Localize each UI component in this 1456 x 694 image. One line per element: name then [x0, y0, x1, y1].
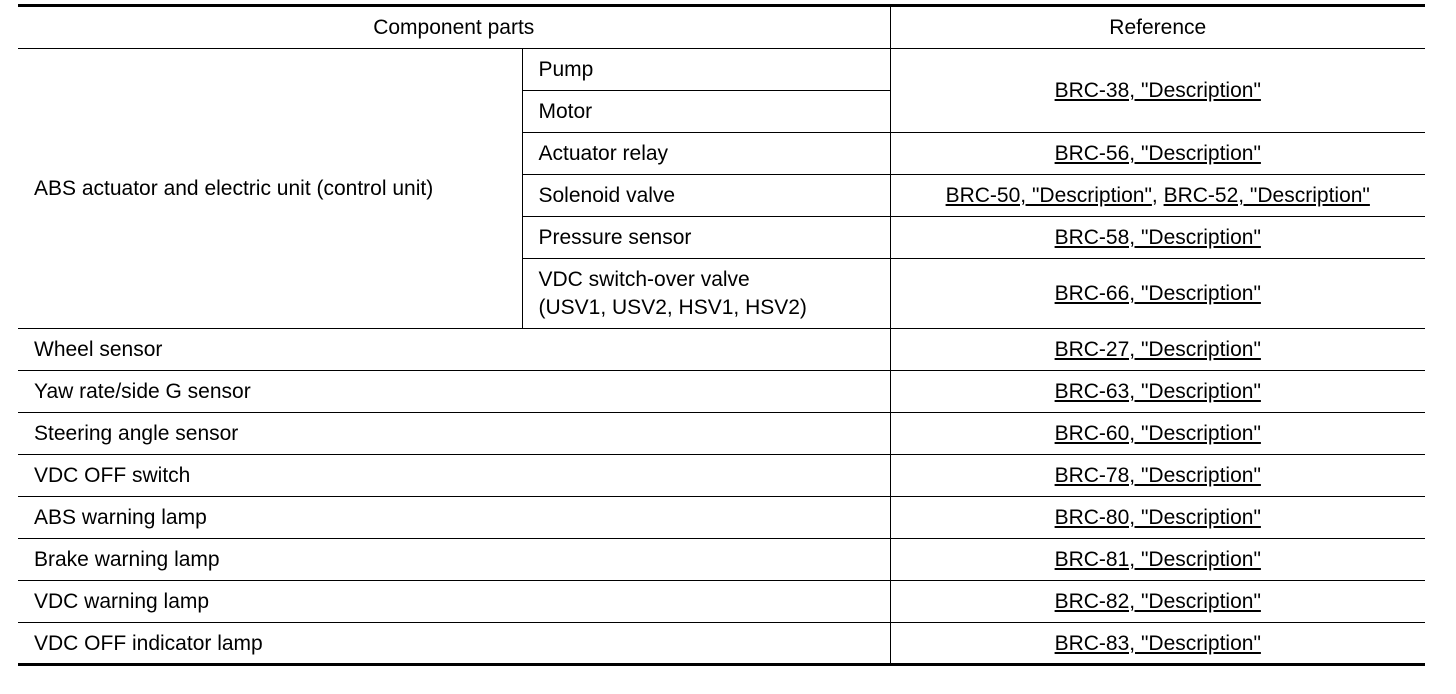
header-component-parts: Component parts	[18, 6, 890, 49]
reference-link-pressure-sensor[interactable]: BRC-58, "Description"	[1054, 226, 1261, 249]
part-name: VDC warning lamp	[18, 581, 890, 623]
part-name: VDC OFF indicator lamp	[18, 623, 890, 665]
sub-part-pump: Pump	[522, 49, 890, 91]
reference-link-solenoid-b[interactable]: BRC-52, "Description"	[1163, 184, 1370, 207]
reference-cell	[890, 329, 1425, 371]
reference-cell	[890, 455, 1425, 497]
table-row	[18, 581, 1425, 623]
reference-cell	[890, 623, 1425, 665]
component-reference-table	[18, 4, 1425, 666]
table-row	[18, 539, 1425, 581]
sub-part-motor: Motor	[522, 91, 890, 133]
reference-link[interactable]: BRC-83, "Description"	[1054, 631, 1261, 655]
table-row	[18, 497, 1425, 539]
reference-link[interactable]: BRC-27, "Description"	[1054, 338, 1261, 361]
part-name: ABS warning lamp	[18, 497, 890, 539]
part-name: VDC OFF switch	[18, 455, 890, 497]
reference-link-pump-motor[interactable]: BRC-38, "Description"	[1054, 79, 1261, 102]
reference-cell	[890, 49, 1425, 133]
part-name: Steering angle sensor	[18, 413, 890, 455]
reference-cell	[890, 539, 1425, 581]
reference-cell	[890, 371, 1425, 413]
reference-cell	[890, 259, 1425, 329]
header-reference: Reference	[890, 6, 1425, 49]
reference-link[interactable]: BRC-81, "Description"	[1054, 548, 1261, 571]
sub-part-vdc-line1: VDC switch-over valve	[538, 267, 750, 291]
reference-link[interactable]: BRC-82, "Description"	[1054, 590, 1261, 613]
reference-separator: ,	[1151, 184, 1164, 207]
reference-link[interactable]: BRC-60, "Description"	[1054, 422, 1261, 445]
reference-link-vdc-valve[interactable]: BRC-66, "Description"	[1054, 282, 1261, 305]
reference-cell	[890, 217, 1425, 259]
sub-part-vdc-line2: (USV1, USV2, HSV1, HSV2)	[538, 295, 807, 319]
table-header-row	[18, 6, 1425, 49]
reference-link[interactable]: BRC-63, "Description"	[1054, 380, 1261, 403]
reference-link-solenoid-a[interactable]: BRC-50, "Description"	[945, 184, 1152, 207]
reference-cell	[890, 133, 1425, 175]
table-row	[18, 623, 1425, 665]
reference-link[interactable]: BRC-80, "Description"	[1054, 506, 1261, 529]
reference-link[interactable]: BRC-78, "Description"	[1054, 464, 1261, 487]
reference-cell	[890, 497, 1425, 539]
group-label-abs-actuator: ABS actuator and electric unit (control unit)	[18, 49, 522, 329]
reference-cell	[890, 581, 1425, 623]
reference-cell	[890, 413, 1425, 455]
sub-part-solenoid-valve: Solenoid valve	[522, 175, 890, 217]
table-row	[18, 413, 1425, 455]
reference-link-actuator-relay[interactable]: BRC-56, "Description"	[1054, 142, 1261, 165]
sub-part-actuator-relay: Actuator relay	[522, 133, 890, 175]
table-row	[18, 329, 1425, 371]
part-name: Wheel sensor	[18, 329, 890, 371]
part-name: Yaw rate/side G sensor	[18, 371, 890, 413]
part-name: Brake warning lamp	[18, 539, 890, 581]
table-row	[18, 371, 1425, 413]
reference-cell	[890, 175, 1425, 217]
sub-part-pressure-sensor: Pressure sensor	[522, 217, 890, 259]
table-row	[18, 455, 1425, 497]
sub-part-vdc-switch-over-valve	[522, 259, 890, 329]
table-row	[18, 49, 1425, 91]
